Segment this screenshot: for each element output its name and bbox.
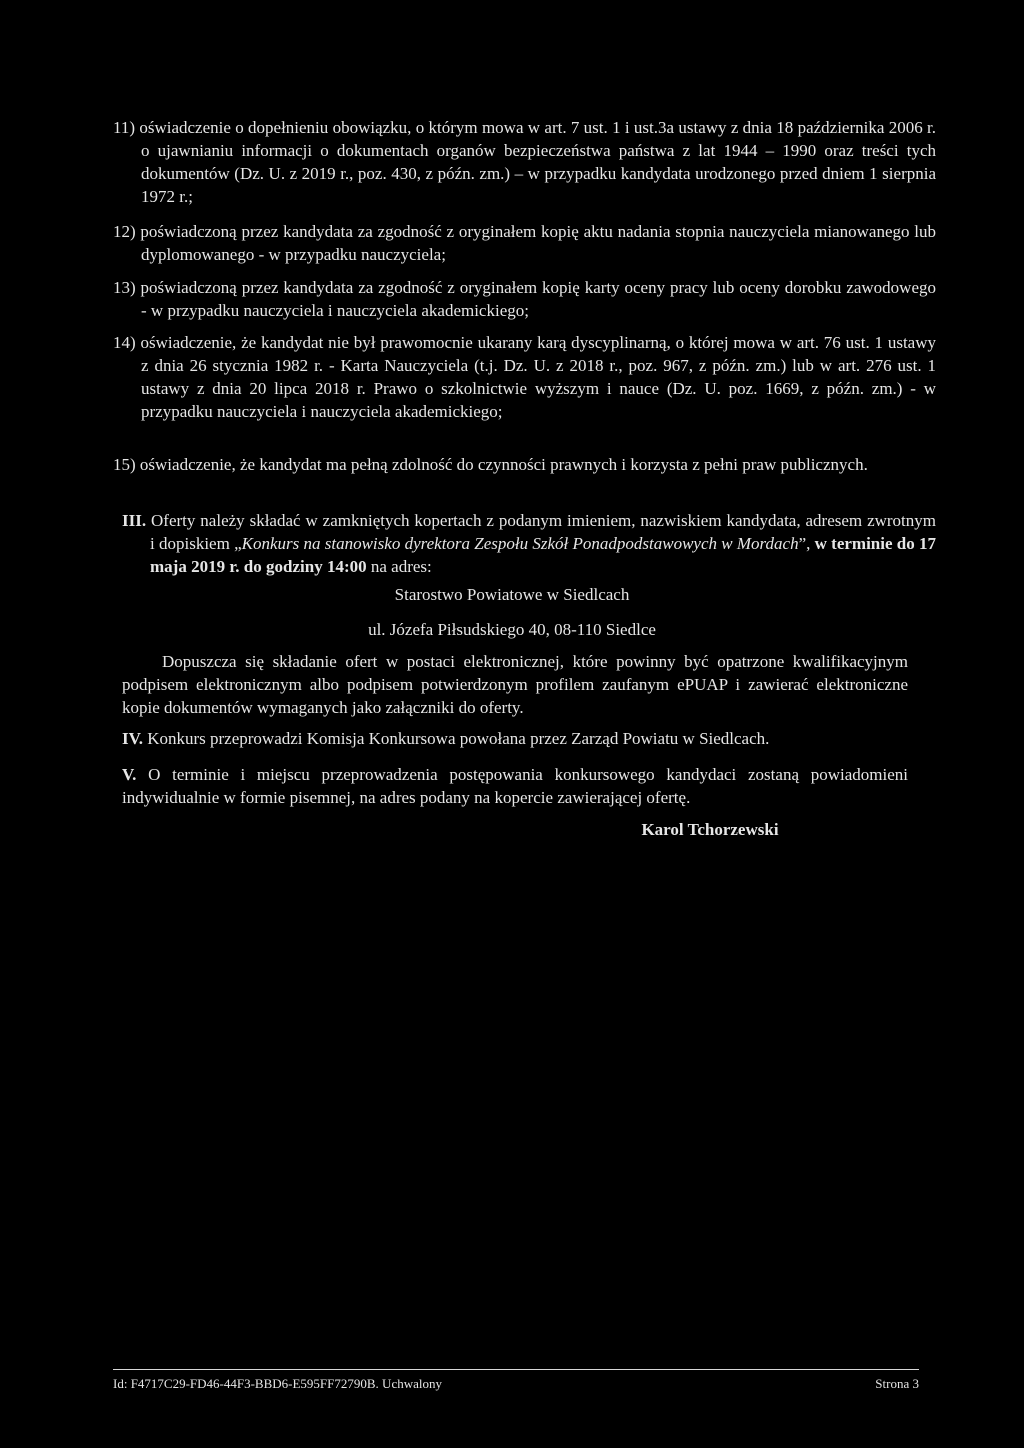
section-v-number: V. (122, 765, 137, 784)
electronic-submission-paragraph: Dopuszcza się składanie ofert w postaci elektronicznej, które powinny być opatrzone kwalifikacyjnym podpisem elektronicznym albo podpisem potwierdzonym profilem zaufanym ePUAP i zawierać elektroniczne kopie dokumentów wymaganych jako załączniki do oferty. (122, 652, 908, 717)
list-item-12: 12) poświadczoną przez kandydata za zgodność z oryginałem kopię aktu nadania stopnia nauczyciela mianowanego lub dyplomowanego - w przypadku nauczyciela; (113, 222, 936, 264)
section-iv-number: IV. (122, 729, 143, 748)
footer-document-id: Id: F4717C29-FD46-44F3-BBD6-E595FF72790B. Uchwalony (113, 1376, 442, 1391)
section-v-paragraph (122, 763, 908, 809)
list-item-14: 14) oświadczenie, że kandydat nie był prawomocnie ukarany karą dyscyplinarną, o której mowa w art. 76 ust. 1 ustawy z dnia 26 stycznia 1982 r. - Karta Nauczyciela (t.j. Dz. U. z 2018 r., poz. 967, z późn. zm.) lub w art. 276 ust. 1 ustawy z dnia 20 lipca 2018 r. Prawo o szkolnictwie wyższym i nauce (Dz. U. poz. 1669, z późn. zm.) - w przypadku nauczyciela i nauczyciela akademickiego; (113, 333, 936, 421)
list-item-13: 13) poświadczoną przez kandydata za zgodność z oryginałem kopię karty oceny pracy lub oceny dorobku zawodowego - w przypadku nauczyciela i nauczyciela akademickiego; (113, 278, 936, 320)
section-iii-paragraph (122, 509, 936, 578)
section-iv-text: Konkurs przeprowadzi Komisja Konkursowa powołana przez Zarząd Powiatu w Siedlcach. (142, 729, 770, 748)
list-item-15: 15) oświadczenie, że kandydat ma pełną zdolność do czynności prawnych i korzysta z pełni praw publicznych. (113, 455, 868, 474)
section-iv-paragraph (122, 727, 908, 750)
footer-divider (113, 1369, 919, 1370)
list-item-11: 11) oświadczenie o dopełnieniu obowiązku, o którym mowa w art. 7 ust. 1 i ust.3a ustawy z dnia 18 października 2006 r. o ujawnianiu informacji o dokumentach organów bezpieczeństwa państwa z lat 1944 – 1990 oraz treści tych dokumentów (Dz. U. z 2019 r., poz. 430, z późn. zm.) – w przypadku kandydata urodzonego przed dniem 1 sierpnia 1972 r.; (113, 118, 936, 206)
section-iii-number: III. (122, 511, 147, 530)
section-iii-italic-note: Konkurs na stanowisko dyrektora Zespołu Szkół Ponadpodstawowych w Mordach (241, 534, 799, 553)
address-line-2: ul. Józefa Piłsudskiego 40, 08-110 Siedlce (368, 620, 656, 639)
section-iii-text-2: ”, (798, 534, 815, 553)
section-iii-text-3: na adres: (366, 557, 432, 576)
address-line-1: Starostwo Powiatowe w Siedlcach (394, 585, 630, 604)
section-iii-deadline: w terminie do 17 maja 2019 r. do godziny 14:00 (150, 534, 937, 576)
footer-page-number: Strona 3 (875, 1376, 919, 1391)
section-v-text: O terminie i miejscu przeprowadzenia postępowania konkursowego kandydaci zostaną powiadomieni indywidualnie w formie pisemnej, na adres podany na kopercie zawierającej ofertę. (122, 765, 908, 807)
signature-name: Karol Tchorzewski (641, 820, 779, 839)
section-iii-text-1: Oferty należy składać w zamkniętych kopertach z podanym imieniem, nazwiskiem kandydata, adresem zwrotnym i dopiskiem „ (146, 511, 936, 553)
